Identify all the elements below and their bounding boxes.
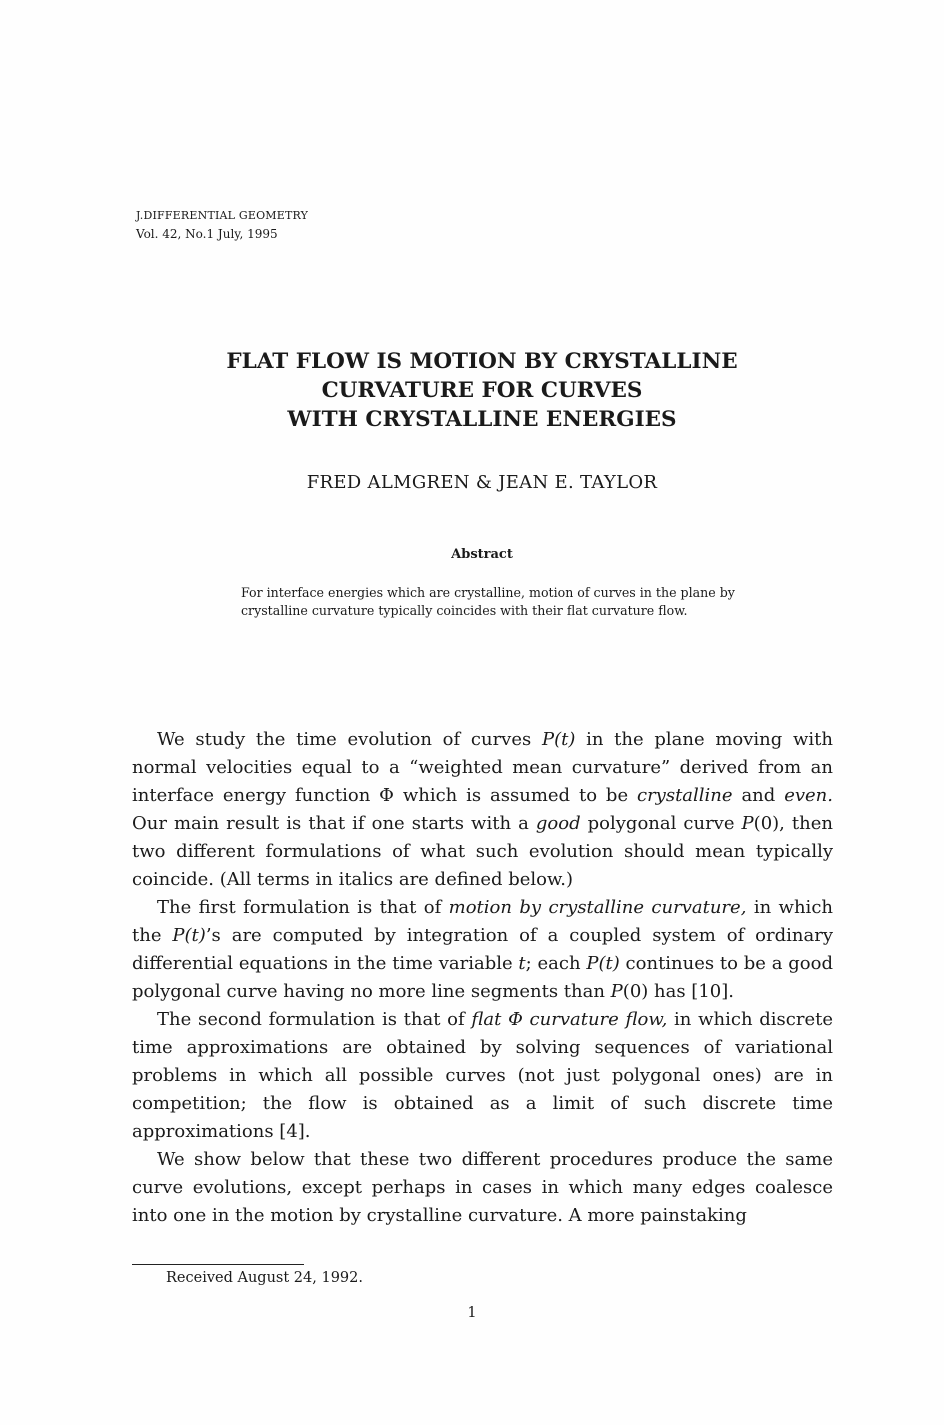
italic-run: motion by crystalline curvature, bbox=[448, 897, 747, 918]
math-run: P bbox=[741, 813, 754, 834]
title-line-3: WITH CRYSTALLINE ENERGIES bbox=[287, 407, 677, 432]
italic-run: flat Φ curvature flow, bbox=[471, 1009, 668, 1030]
journal-header bbox=[136, 207, 308, 243]
abstract-heading: Abstract bbox=[451, 547, 513, 562]
italic-run: even. bbox=[784, 785, 833, 806]
journal-name: J.DIFFERENTIAL GEOMETRY bbox=[136, 209, 309, 222]
footnote-rule bbox=[132, 1264, 304, 1265]
paragraph-4 bbox=[132, 1146, 833, 1230]
math-run: t bbox=[518, 953, 526, 974]
journal-volume: Vol. 42, No.1 July, 1995 bbox=[136, 227, 278, 241]
authors: FRED ALMGREN & JEAN E. TAYLOR bbox=[306, 472, 658, 493]
footnote: Received August 24, 1992. bbox=[166, 1270, 363, 1286]
title-line-1: FLAT FLOW IS MOTION BY CRYSTALLINE bbox=[226, 349, 738, 374]
text-run: and bbox=[732, 785, 785, 806]
text-run: ; each bbox=[525, 953, 587, 974]
italic-run: crystalline bbox=[636, 785, 733, 806]
paragraph-3 bbox=[132, 1006, 833, 1146]
text-run: continues to be a good polygonal curve having no more line segments than bbox=[132, 953, 833, 1002]
text-run: We show below that these two different procedures produce the same curve evolutions, except perhaps in cases in which many edges coalesce into one in the motion by crystalline curvature. A more painstaking bbox=[132, 1149, 833, 1226]
math-run: P bbox=[610, 981, 623, 1002]
text-run: ’s are computed by integration of a coupled system of ordinary differential equations in the time variable bbox=[132, 925, 833, 974]
text-run: (0) has [10]. bbox=[622, 981, 734, 1002]
text-run: (0), then two different formulations of what such evolution should mean typically coincide. (All terms in italics are defined below.) bbox=[132, 813, 834, 890]
title-line-2: CURVATURE FOR CURVES bbox=[321, 378, 643, 403]
math-run: P(t) bbox=[541, 729, 576, 750]
paper-title bbox=[140, 347, 824, 434]
math-run: P(t) bbox=[172, 925, 206, 946]
italic-run: good bbox=[535, 813, 581, 834]
text-run: The first formulation is that of bbox=[157, 897, 449, 918]
body-text bbox=[132, 726, 833, 1230]
text-run: in which the bbox=[132, 897, 833, 946]
text-run: The second formulation is that of bbox=[157, 1009, 472, 1030]
text-run: We study the time evolution of curves bbox=[157, 729, 542, 750]
text-run: polygonal curve bbox=[580, 813, 742, 834]
text-run: Our main result is that if one starts with a bbox=[132, 813, 536, 834]
paragraph-2 bbox=[132, 894, 833, 1006]
abstract-text: For interface energies which are crystalline, motion of curves in the plane by crystalline curvature typically coincides with their flat curvature flow. bbox=[241, 585, 735, 618]
page-number: 1 bbox=[467, 1305, 477, 1321]
math-run: P(t) bbox=[586, 953, 620, 974]
text-run: in the plane moving with normal velocities equal to a “weighted mean curvature” derived from an interface energy function Φ which is assumed to be bbox=[132, 729, 833, 806]
paragraph-1 bbox=[132, 726, 833, 894]
text-run: in which discrete time approximations are obtained by solving sequences of variational problems in which all possible curves (not just polygonal ones) are in competition; the flow is obtained as a limit of such discrete time approximations [4]. bbox=[132, 1009, 833, 1142]
